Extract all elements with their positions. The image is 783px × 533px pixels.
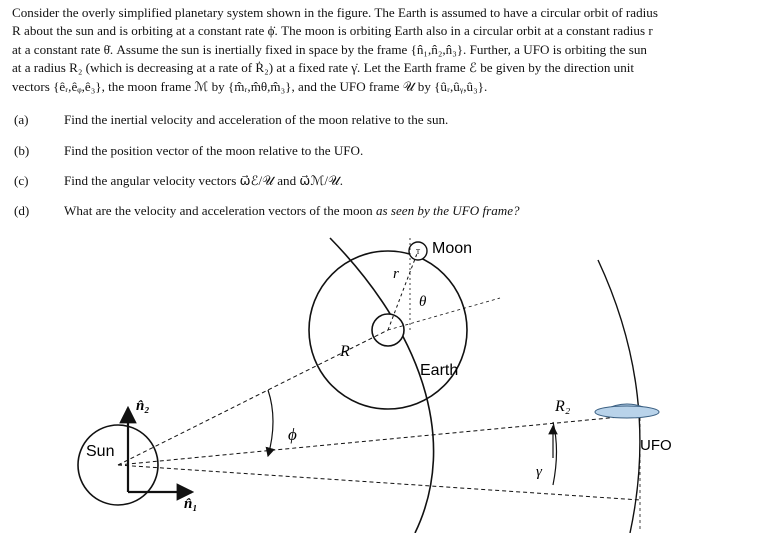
planetary-system-figure bbox=[0, 230, 783, 533]
R-label: R bbox=[340, 343, 350, 360]
question-text-italic: as seen by the UFO frame? bbox=[375, 203, 520, 218]
question-label: (c) bbox=[14, 173, 29, 188]
R2-label: R₂ bbox=[555, 398, 571, 415]
question-label: (d) bbox=[14, 203, 30, 218]
sun-label: Sun bbox=[86, 443, 115, 460]
earth-label: Earth bbox=[420, 362, 459, 379]
question-text: Find the inertial velocity and acceleration of the moon relative to the sun. bbox=[64, 112, 449, 127]
sun-ufo-line bbox=[118, 415, 640, 465]
phi-angle-arc bbox=[268, 390, 273, 456]
question-text: What are the velocity and acceleration vectors of the moon bbox=[64, 203, 376, 218]
question-text: Find the angular velocity vectors ω⃗ℰ/𝒰 and ω⃗ℳ/𝒰. bbox=[64, 173, 344, 188]
problem-line-3: at a constant rate θ̇. Assume the sun is inertially fixed in space by the frame {n̂₁,n̂₂,n̂₃}. Further, a UFO is orbiting the sun bbox=[12, 41, 647, 57]
moon-label: Moon bbox=[432, 240, 473, 257]
ufo-orbit-arc bbox=[598, 260, 640, 533]
theta-label: θ bbox=[419, 294, 427, 310]
question-d bbox=[14, 203, 520, 219]
problem-line-5: vectors {êᵣ,êᵩ,ê₃}, the moon frame ℳ by {m̂ᵣ,m̂θ,m̂₃}, and the UFO frame 𝒰 by {ûᵣ,ûᵧ,û₃}. bbox=[12, 78, 488, 94]
moon-marker: T bbox=[415, 248, 421, 256]
question-a bbox=[14, 112, 448, 128]
phi-label: ϕ bbox=[288, 425, 297, 444]
n1-label: n̂₁ bbox=[184, 496, 198, 512]
n2-label: n̂₂ bbox=[136, 398, 150, 414]
earth-orbit-arc bbox=[330, 238, 434, 533]
question-c bbox=[14, 173, 343, 189]
problem-line-4: at a radius R₂ (which is decreasing at a rate of Ṙ₂) at a fixed rate γ̇. Let the Earth frame ℰ be given by the direction unit bbox=[12, 60, 635, 76]
sun-reference-line bbox=[118, 465, 640, 500]
problem-line-1: Consider the overly simplified planetary system shown in the figure. The Earth is assumed to have a circular orbit of radius bbox=[12, 5, 658, 20]
question-label: (b) bbox=[14, 143, 30, 158]
gamma-label: γ bbox=[536, 464, 542, 480]
problem-statement bbox=[12, 4, 774, 96]
ufo-label: UFO bbox=[640, 437, 672, 454]
question-text: Find the position vector of the moon relative to the UFO. bbox=[64, 143, 364, 158]
ufo-craft bbox=[595, 404, 659, 418]
question-label: (a) bbox=[14, 112, 29, 127]
question-b bbox=[14, 143, 363, 159]
earth-moon-line bbox=[388, 251, 418, 330]
r-label: r bbox=[393, 266, 399, 282]
problem-line-2: R about the sun and is orbiting at a constant rate ϕ̇. The moon is orbiting Earth also in a circular orbit at a constant radius r bbox=[12, 23, 653, 39]
earth-horizontal-reference bbox=[388, 298, 500, 330]
